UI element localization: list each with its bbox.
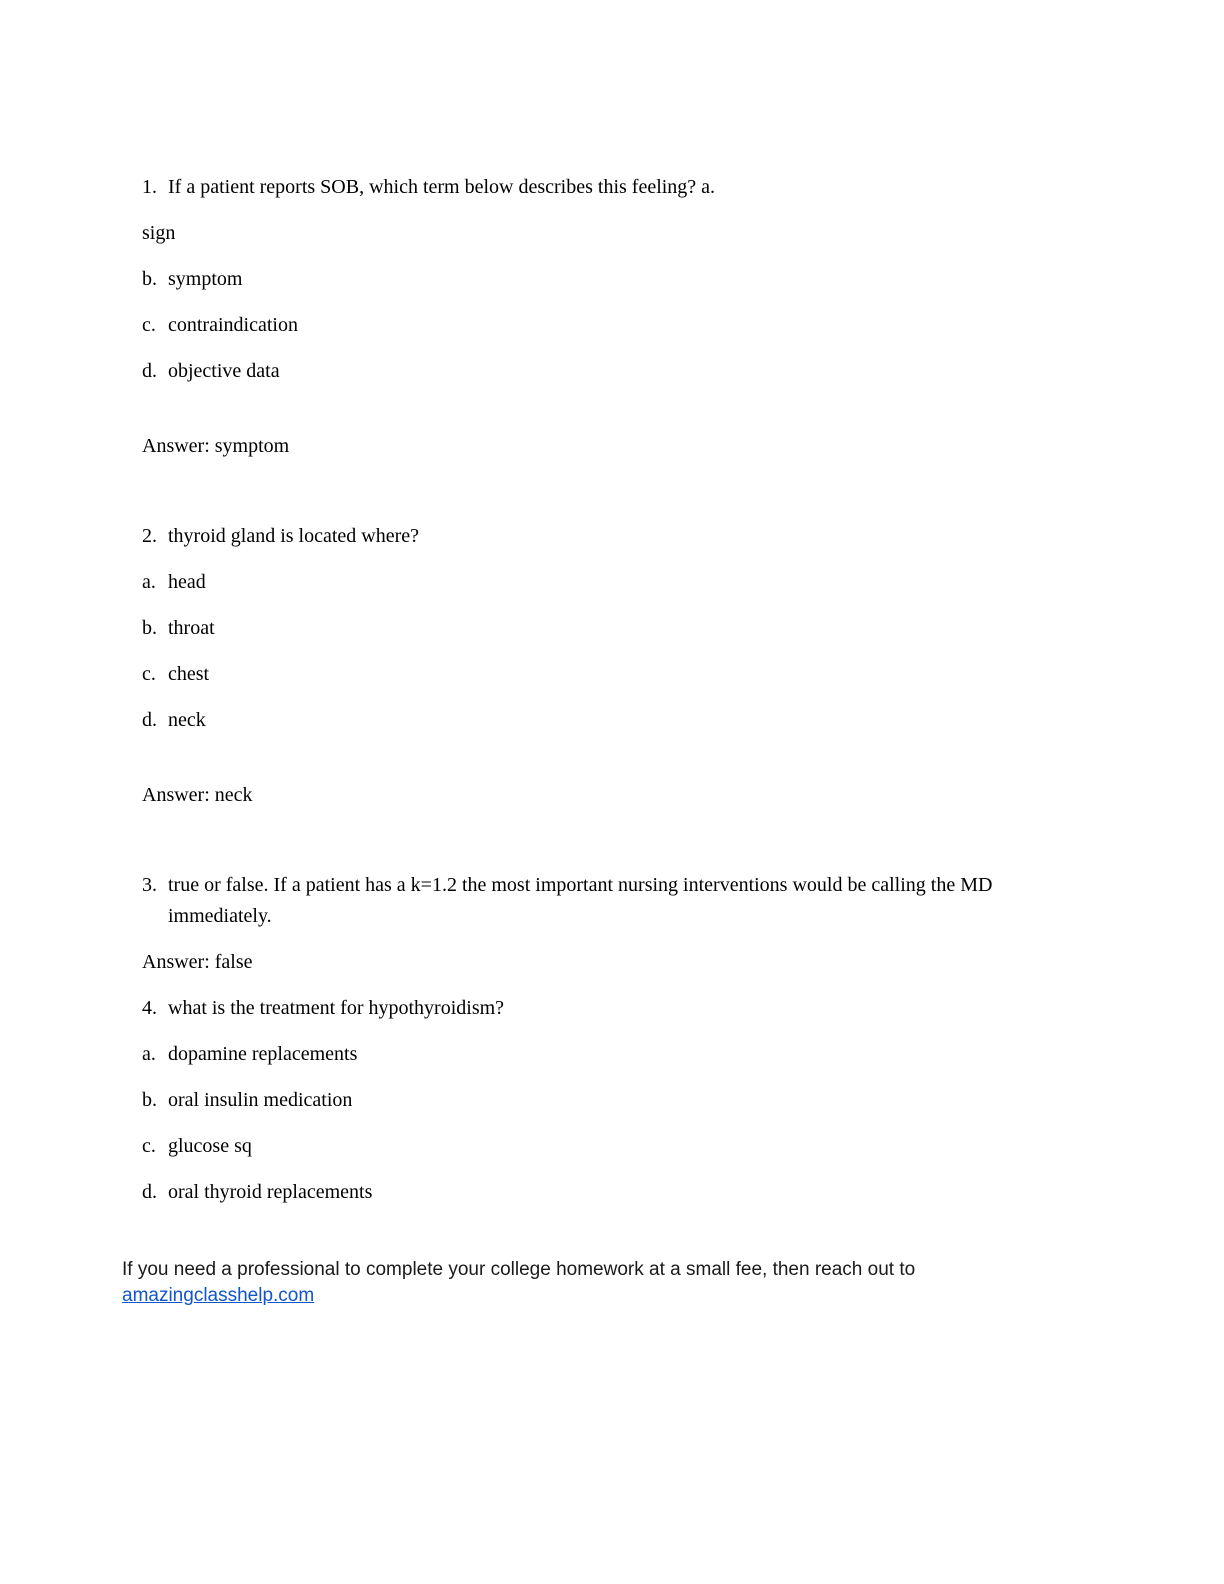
question-2: [142, 521, 1082, 811]
question-3-prompt: [142, 870, 1082, 932]
question-2-option-d: [142, 705, 1082, 736]
option-text: chest: [168, 663, 210, 685]
footer-text: If you need a professional to complete your college homework at a small fee, then reach out to: [122, 1259, 916, 1280]
question-4-option-b: [142, 1085, 1082, 1116]
option-marker: c.: [142, 1135, 156, 1157]
question-1-prompt-text: If a patient reports SOB, which term below describes this feeling? a.: [168, 176, 716, 198]
question-4-prompt-text: what is the treatment for hypothyroidism?: [168, 997, 505, 1019]
option-text: oral insulin medication: [168, 1089, 353, 1111]
question-2-prompt: [142, 521, 1082, 552]
question-3-prompt-text: true or false. If a patient has a k=1.2 the most important nursing interventions would be calling the MD immediately.: [168, 874, 993, 927]
option-text: throat: [168, 617, 215, 639]
question-3: [142, 870, 1082, 978]
question-2-prompt-text: thyroid gland is located where?: [168, 525, 420, 547]
option-text: neck: [168, 709, 206, 731]
option-marker: c.: [142, 314, 156, 336]
option-marker: b.: [142, 1089, 157, 1111]
option-marker: d.: [142, 360, 157, 382]
option-marker: d.: [142, 709, 157, 731]
option-text: head: [168, 571, 206, 593]
option-marker: b.: [142, 268, 157, 290]
question-4: [142, 993, 1082, 1208]
question-2-option-a: [142, 567, 1082, 598]
question-1: [142, 172, 1082, 462]
question-1-option-b: [142, 264, 1082, 295]
option-marker: a.: [142, 1043, 156, 1065]
option-marker: d.: [142, 1181, 157, 1203]
option-text: contraindication: [168, 314, 298, 336]
question-2-number: 2.: [142, 525, 157, 547]
question-1-number: 1.: [142, 176, 157, 198]
question-1-option-a-text: sign: [142, 222, 176, 244]
question-3-answer: Answer: false: [142, 951, 253, 973]
option-text: symptom: [168, 268, 243, 290]
document-content: [122, 172, 1082, 1309]
option-marker: b.: [142, 617, 157, 639]
option-marker: c.: [142, 663, 156, 685]
option-text: dopamine replacements: [168, 1043, 358, 1065]
question-2-option-b: [142, 613, 1082, 644]
question-2-option-c: [142, 659, 1082, 690]
question-1-prompt: [142, 172, 1082, 203]
question-1-option-d: [142, 356, 1082, 387]
question-4-option-c: [142, 1131, 1082, 1162]
option-text: oral thyroid replacements: [168, 1181, 373, 1203]
option-text: objective data: [168, 360, 280, 382]
option-marker: a.: [142, 571, 156, 593]
question-3-number: 3.: [142, 874, 157, 896]
option-text: glucose sq: [168, 1135, 252, 1157]
question-4-option-d: [142, 1177, 1082, 1208]
question-4-number: 4.: [142, 997, 157, 1019]
footer-promo: [122, 1257, 1042, 1309]
question-1-option-c: [142, 310, 1082, 341]
question-2-answer: Answer: neck: [142, 784, 253, 806]
question-1-answer: Answer: symptom: [142, 435, 290, 457]
footer-link[interactable]: amazingclasshelp.com: [122, 1285, 315, 1306]
question-4-prompt: [142, 993, 1082, 1024]
question-4-option-a: [142, 1039, 1082, 1070]
